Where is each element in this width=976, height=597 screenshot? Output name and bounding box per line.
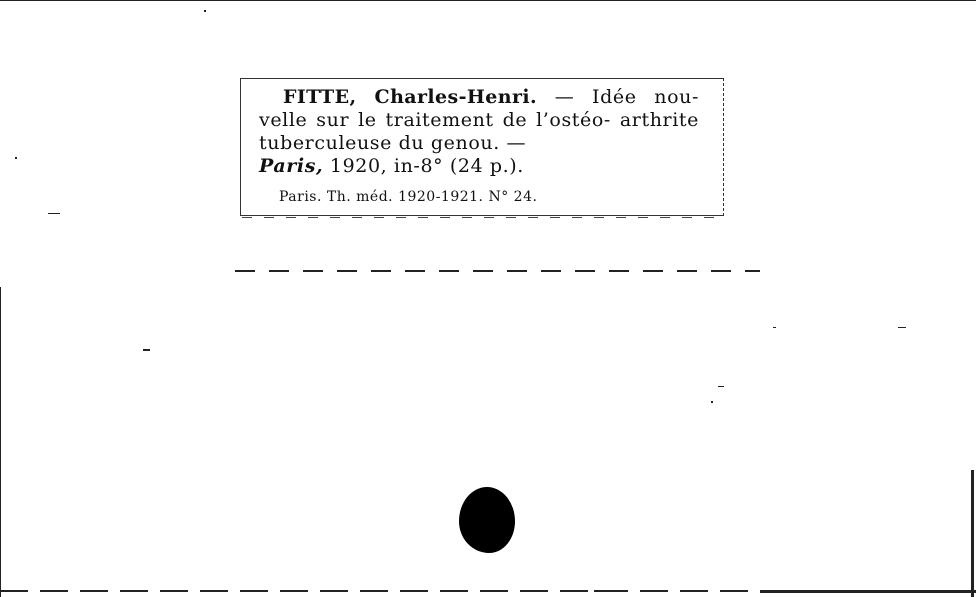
title-line-2: velle sur le traitement de l’ostéo- — [259, 109, 611, 131]
speck — [594, 590, 608, 592]
card-bottom-edge-solid — [760, 590, 976, 593]
card-right-edge — [971, 470, 974, 597]
speck — [711, 401, 713, 403]
card-left-edge — [0, 287, 1, 597]
author-name: FITTE, Charles-Henri. — [283, 86, 537, 108]
speck — [718, 386, 724, 387]
thesis-note: Paris. Th. méd. 1920-1921. N° 24. — [279, 189, 538, 205]
title-line-1: — Idée nou- — [554, 86, 699, 108]
speck — [15, 157, 17, 159]
imprint: 1920, in-8° (24 p.). — [329, 155, 524, 177]
catalog-entry-text — [259, 86, 699, 178]
dashed-rule — [235, 270, 760, 272]
title-line-3: arthrite tuberculeuse du genou. — — [259, 109, 699, 154]
speck — [773, 327, 776, 328]
speck — [204, 10, 206, 12]
dashed-rule-under-entry — [242, 217, 722, 218]
publication-place: Paris, — [259, 155, 324, 177]
punch-hole-icon — [459, 487, 515, 553]
speck — [48, 213, 60, 214]
speck — [143, 349, 150, 351]
speck — [898, 327, 906, 328]
